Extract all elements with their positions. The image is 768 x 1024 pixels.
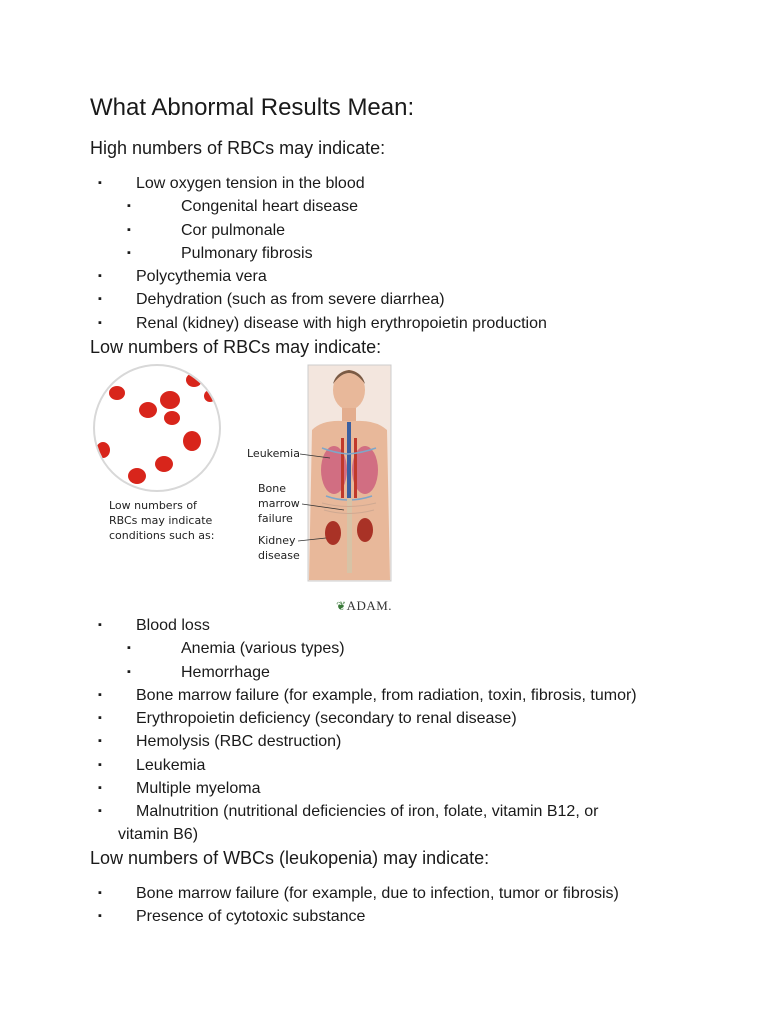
- label-kidney-line: Kidney: [258, 534, 296, 547]
- list-item-text: Pulmonary fibrosis: [181, 244, 313, 262]
- bullet-icon: ▪: [98, 887, 102, 899]
- illustration-caption-line: RBCs may indicate: [109, 514, 213, 527]
- list-item: [0, 684, 768, 707]
- list-item-text: Leukemia: [136, 756, 206, 774]
- illustration-caption-line: conditions such as:: [109, 529, 215, 542]
- adam-credit: [336, 598, 392, 614]
- list-item-text: Multiple myeloma: [136, 780, 261, 798]
- list-item: [0, 265, 768, 288]
- low-wbc-list: [0, 882, 768, 929]
- list-item-text: Bone marrow failure (for example, due to infection, tumor or fibrosis): [136, 885, 619, 902]
- list-item-text: Bone marrow failure (for example, from radiation, toxin, fibrosis, tumor): [136, 686, 637, 704]
- list-item: [0, 905, 768, 928]
- illustration-caption-line: Low numbers of: [109, 499, 197, 512]
- list-item-text: Renal (kidney) disease with high erythropoietin production: [136, 314, 547, 332]
- low-rbc-figure: [90, 358, 410, 618]
- bullet-icon: ▪: [127, 223, 131, 236]
- bullet-icon: ▪: [98, 735, 102, 748]
- bullet-icon: ▪: [98, 805, 102, 818]
- blood-smear-circle: [94, 365, 220, 491]
- bullet-icon: ▪: [98, 293, 102, 306]
- adam-credit-text: ADAM.: [346, 598, 393, 613]
- list-item: [0, 882, 768, 905]
- list-item-text: Dehydration (such as from severe diarrhea): [136, 291, 445, 309]
- bullet-icon: ▪: [98, 316, 102, 329]
- bullet-icon: ▪: [98, 619, 102, 631]
- list-item: [0, 312, 768, 335]
- list-item-text: Blood loss: [136, 617, 210, 634]
- list-item: [0, 288, 768, 311]
- list-item: [0, 195, 768, 218]
- adam-leaf-icon: ❦: [336, 599, 347, 613]
- label-bone-marrow-line: Bone: [258, 482, 287, 495]
- bullet-icon: ▪: [127, 642, 131, 655]
- list-item: [0, 730, 768, 753]
- bullet-icon: ▪: [127, 200, 131, 213]
- list-item-text: Anemia (various types): [181, 640, 345, 658]
- list-item: [0, 614, 768, 637]
- high-rbc-heading: High numbers of RBCs may indicate:: [90, 138, 386, 158]
- list-item: [0, 707, 768, 730]
- list-item-text: Erythropoietin deficiency (secondary to renal disease): [136, 710, 517, 728]
- bullet-icon: ▪: [98, 782, 102, 795]
- bullet-icon: ▪: [98, 910, 102, 923]
- list-item: [0, 661, 768, 684]
- list-item-text: Congenital heart disease: [181, 198, 359, 216]
- list-item-text: Presence of cytotoxic substance: [136, 908, 366, 926]
- list-item: [0, 777, 768, 800]
- list-item: [0, 754, 768, 777]
- bullet-icon: ▪: [98, 270, 102, 283]
- list-item-text: Malnutrition (nutritional deficiencies of iron, folate, vitamin B12, or: [136, 803, 599, 821]
- bullet-icon: ▪: [98, 688, 102, 701]
- bullet-icon: ▪: [98, 758, 102, 771]
- label-bone-marrow-line: marrow: [258, 497, 300, 510]
- low-rbc-illustration: [90, 358, 410, 618]
- label-leukemia: Leukemia: [247, 447, 300, 460]
- bullet-icon: ▪: [127, 246, 131, 259]
- label-kidney-line: disease: [258, 549, 300, 562]
- list-item-text: Cor pulmonale: [181, 221, 286, 239]
- label-bone-marrow-line: failure: [258, 512, 293, 525]
- list-item-text: Polycythemia vera: [136, 268, 267, 286]
- list-item: [0, 637, 768, 660]
- list-item: [0, 172, 768, 195]
- list-item-text: Hemolysis (RBC destruction): [136, 733, 342, 751]
- list-item-continuation: vitamin B6): [118, 826, 199, 843]
- bullet-icon: ▪: [127, 665, 131, 678]
- list-item: [0, 800, 768, 823]
- bullet-icon: ▪: [98, 177, 102, 189]
- list-item-text: Hemorrhage: [181, 663, 270, 681]
- list-item-text: Low oxygen tension in the blood: [136, 175, 365, 192]
- low-wbc-heading: Low numbers of WBCs (leukopenia) may indicate:: [90, 848, 490, 868]
- list-item: [0, 219, 768, 242]
- high-rbc-list: [0, 172, 768, 335]
- page-title: What Abnormal Results Mean:: [90, 94, 415, 121]
- low-rbc-heading: Low numbers of RBCs may indicate:: [90, 337, 382, 357]
- list-item: [0, 242, 768, 265]
- low-rbc-list: [0, 614, 768, 824]
- bullet-icon: ▪: [98, 712, 102, 725]
